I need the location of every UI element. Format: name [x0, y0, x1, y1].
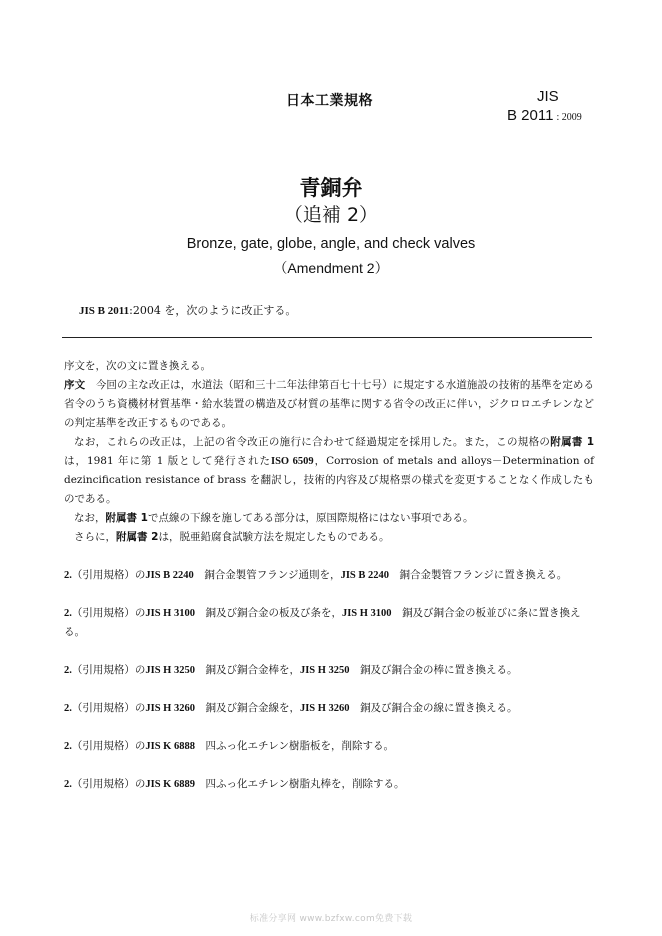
item-text: 銅合金製管フランジ通則を， [204, 569, 341, 581]
item-text: （引用規格）の [71, 778, 146, 790]
paragraph-3 [64, 509, 594, 528]
p2-iso-ref: ISO 6509 [270, 456, 314, 467]
p3-text-a: なお， [74, 512, 106, 524]
item-text: 銅及び銅合金の線に置き換える。 [360, 702, 518, 714]
item-ref: JIS H 3250 [145, 665, 195, 676]
paragraph-2 [64, 433, 594, 509]
item-text: （引用規格）の [71, 569, 146, 581]
intro-text: :2004 を，次のように改正する。 [129, 304, 297, 317]
item-number: 2. [64, 741, 72, 752]
title-amendment: （追補 2） [283, 204, 379, 226]
item-text: 銅及び銅合金線を， [205, 702, 300, 714]
item-number: 2. [64, 779, 72, 790]
item-text: （引用規格）の [71, 740, 146, 752]
item-text: 四ふっ化エチレン樹脂丸棒を，削除する。 [205, 778, 405, 790]
intro-line [79, 302, 296, 318]
p2-text-a: なお，これらの改正は，上記の省令改正の施行に合わせて経過規定を採用した。また，この規格の [74, 436, 551, 448]
item-ref: JIS H 3100 [341, 608, 392, 619]
item-text: （引用規格）の [71, 607, 146, 619]
p2-annex-ref: 附属書 1 [550, 436, 595, 448]
p2-text-c: は，1981 年に第 1 版として発行された [64, 455, 271, 467]
item-text: 銅及び銅合金棒を， [205, 664, 300, 676]
item-number: 2. [64, 570, 72, 581]
amendment-item-4 [64, 699, 594, 718]
intro-ref: JIS B 2011 [79, 305, 130, 317]
preface-text: 今回の主な改正は，水道法（昭和三十二年法律第百七十七号）に規定する水道施設の技術的基準を定める省令のうち資機材材質基準・給水装置の構造及び材質の基準に関する省令の改正に伴い，ジクロロエチレンなどの判定基準を改正するものである。 [64, 379, 595, 429]
body-lead: 序文を，次の文に置き換える。 [64, 360, 211, 372]
amendment-item-6 [64, 775, 594, 794]
amendment-item-5 [64, 737, 594, 756]
item-number: 2. [64, 608, 72, 619]
footer-watermark: 标准分享网 www.bzfxw.com免费下载 [249, 914, 413, 924]
item-ref: JIS H 3260 [145, 703, 195, 714]
title-english-amendment: （Amendment 2） [273, 260, 389, 276]
item-number: 2. [64, 665, 72, 676]
amendment-item-3 [64, 661, 594, 680]
item-number: 2. [64, 703, 72, 714]
amendment-item-2 [64, 604, 594, 642]
p4-text-a: さらに， [74, 531, 116, 543]
title-japanese: 青銅弁 [299, 176, 363, 200]
preface-paragraph [64, 376, 594, 433]
item-ref: JIS H 3250 [299, 665, 350, 676]
item-ref: JIS B 2240 [145, 570, 194, 581]
item-text: 銅及び銅合金の板及び条を， [205, 607, 342, 619]
p3-text-c: で点線の下線を施してある部分は，原国際規格にはない事項である。 [147, 512, 474, 524]
item-ref: JIS K 6888 [145, 741, 195, 752]
p3-annex-ref: 附属書 1 [105, 512, 148, 524]
item-text: 銅及び銅合金の棒に置き換える。 [360, 664, 518, 676]
body-section [64, 357, 594, 547]
item-text: （引用規格）の [71, 702, 146, 714]
standard-year: : 2009 [556, 112, 582, 123]
item-ref: JIS H 3260 [299, 703, 350, 714]
preface-label: 序文 [64, 379, 86, 391]
item-text: （引用規格）の [71, 664, 146, 676]
paragraph-4 [64, 528, 594, 547]
item-text: 銅及び銅合金の板並びに条に置き換える。 [64, 607, 581, 638]
item-ref: JIS B 2240 [340, 570, 389, 581]
header-title: 日本工業規格 [286, 93, 373, 109]
item-text: 四ふっ化エチレン樹脂板を，削除する。 [205, 740, 394, 752]
amendment-item-1 [64, 566, 594, 585]
item-ref: JIS K 6889 [145, 779, 195, 790]
p2-text-e: ，Corrosion of metals and alloys－Determination of dezincification resistance of brass を翻訳し，技術的内容及び規格票の様式を変更することなく作成したものである。 [64, 455, 595, 505]
standard-number-text: B 2011 [507, 107, 554, 124]
item-text: 銅合金製管フランジに置き換える。 [399, 569, 568, 581]
standard-number [507, 107, 582, 124]
jis-label: JIS [537, 88, 559, 105]
title-english: Bronze, gate, globe, angle, and check valves [186, 236, 476, 252]
p4-annex-ref: 附属書 2 [116, 531, 159, 543]
divider [62, 337, 592, 338]
item-ref: JIS H 3100 [145, 608, 195, 619]
p4-text-c: は，脱亜鉛腐食試験方法を規定したものである。 [158, 531, 390, 543]
